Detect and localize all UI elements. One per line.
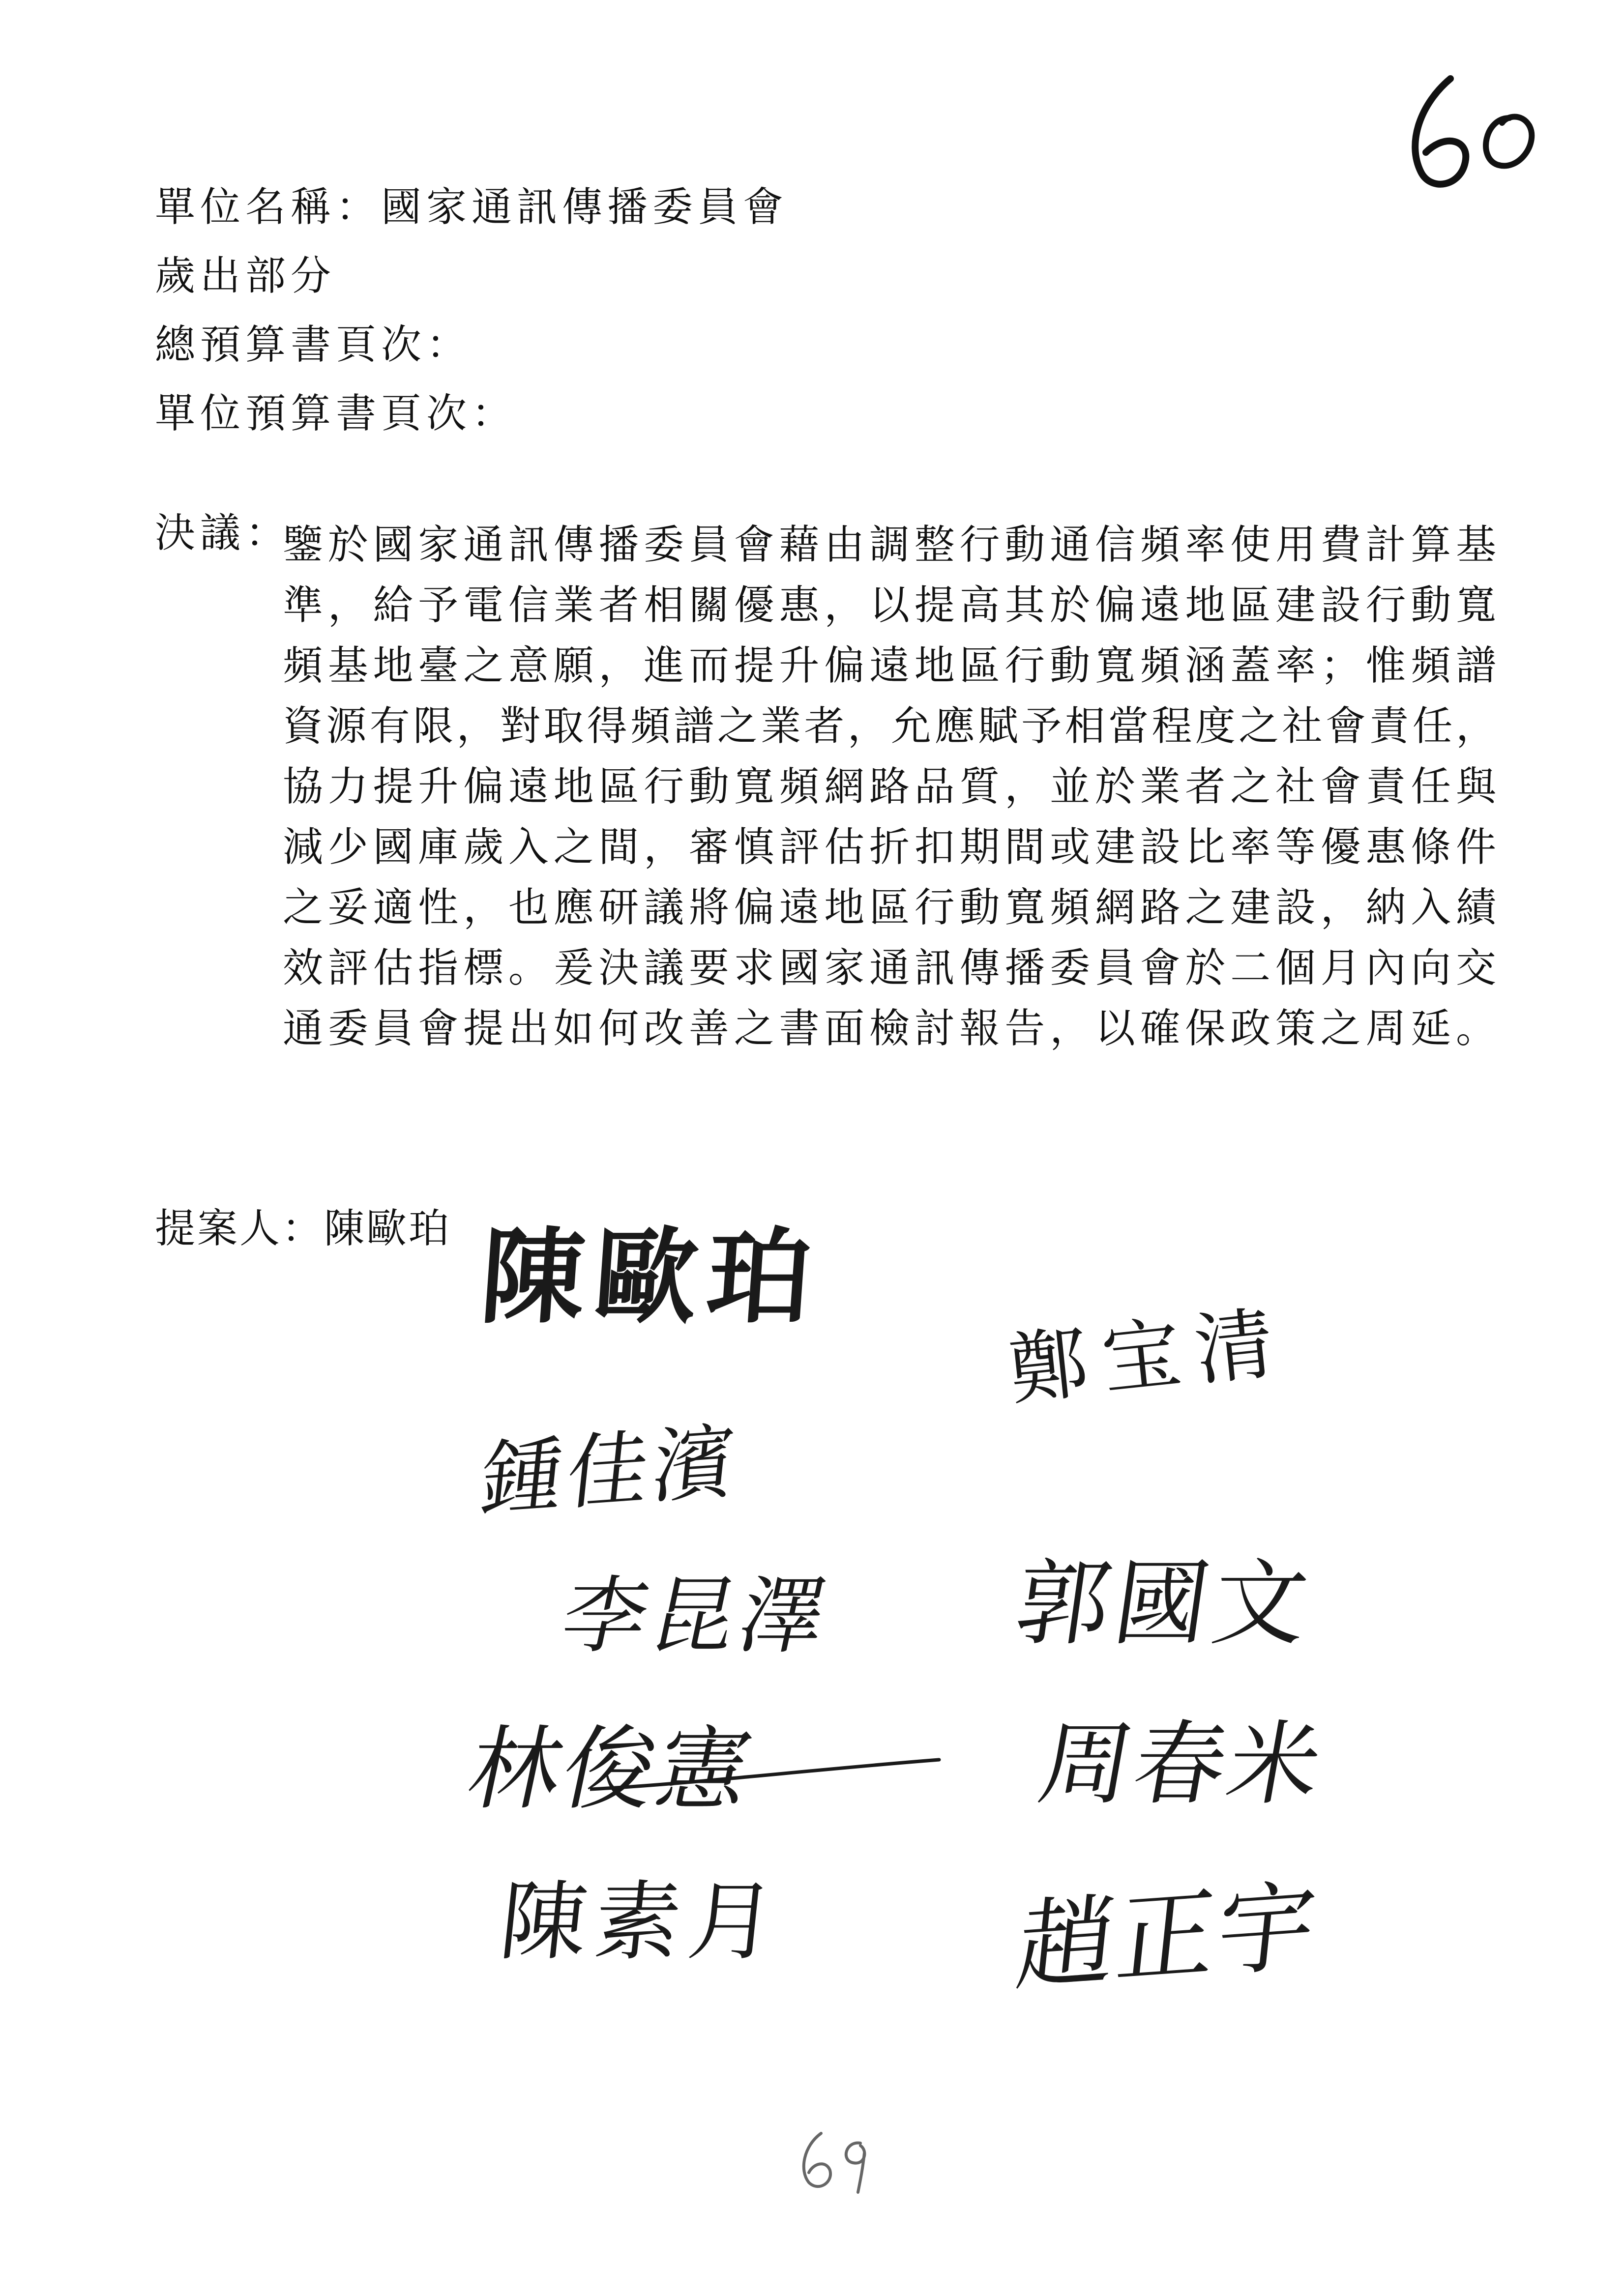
- resolution-label: 決議：: [155, 510, 291, 556]
- resolution-line: 協力提升偏遠地區行動寬頻網路品質，並於業者之社會責任與: [283, 763, 1497, 810]
- resolution-line: 準，給予電信業者相關優惠，以提高其於偏遠地區建設行動寬: [283, 582, 1497, 629]
- resolution-line: 鑒於國家通訊傳播委員會藉由調整行動通信頻率使用費計算基: [283, 522, 1497, 568]
- signature: 李昆澤: [553, 1568, 840, 1665]
- proposer: 提案人：陳歐珀: [155, 1205, 451, 1252]
- signature: 陳素月: [495, 1872, 788, 1972]
- resolution-line: 頻基地臺之意願，進而提升偏遠地區行動寬頻涵蓋率；惟頻譜: [283, 642, 1497, 689]
- signatures-area: [443, 1194, 1426, 2005]
- signature: 趙正宇: [1011, 1868, 1324, 2005]
- signature-underline-stroke: [590, 1750, 944, 1809]
- footer-page-number: [787, 2123, 885, 2197]
- resolution-line: 之妥適性，也應研議將偏遠地區行動寬頻網路之建設，納入績: [283, 884, 1497, 931]
- resolution-line: 效評估指標。爰決議要求國家通訊傳播委員會於二個月內向交: [283, 945, 1497, 991]
- signature: 鍾佳濱: [476, 1414, 744, 1528]
- signature: 林俊憲: [459, 1716, 764, 1822]
- resolution-line: 資源有限，對取得頻譜之業者，允應賦予相當程度之社會責任，: [283, 703, 1497, 750]
- handwritten-page-number: [1391, 59, 1559, 206]
- unit-budget-page: 單位預算書頁次：: [155, 390, 517, 437]
- handwritten-page-number-drawing: [1391, 59, 1559, 206]
- signature: 鄭宝清: [1004, 1295, 1293, 1417]
- resolution-line: 減少國庫歲入之間，審慎評估折扣期間或建設比率等優惠條件: [283, 824, 1497, 871]
- general-budget-page: 總預算書頁次：: [155, 321, 472, 368]
- signature: 郭國文: [1009, 1549, 1320, 1658]
- resolution-line: 通委員會提出如何改善之書面檢討報告，以確保政策之周延。: [283, 1005, 1497, 1052]
- section-label: 歲出部分: [155, 253, 336, 299]
- unit-name: 單位名稱：國家通訊傳播委員會: [155, 184, 789, 231]
- signature-main: 陳歐珀: [477, 1217, 825, 1337]
- footer-page-number-drawing: [787, 2123, 885, 2197]
- resolution-text: [283, 509, 1497, 1065]
- signature: 周春米: [1032, 1711, 1332, 1817]
